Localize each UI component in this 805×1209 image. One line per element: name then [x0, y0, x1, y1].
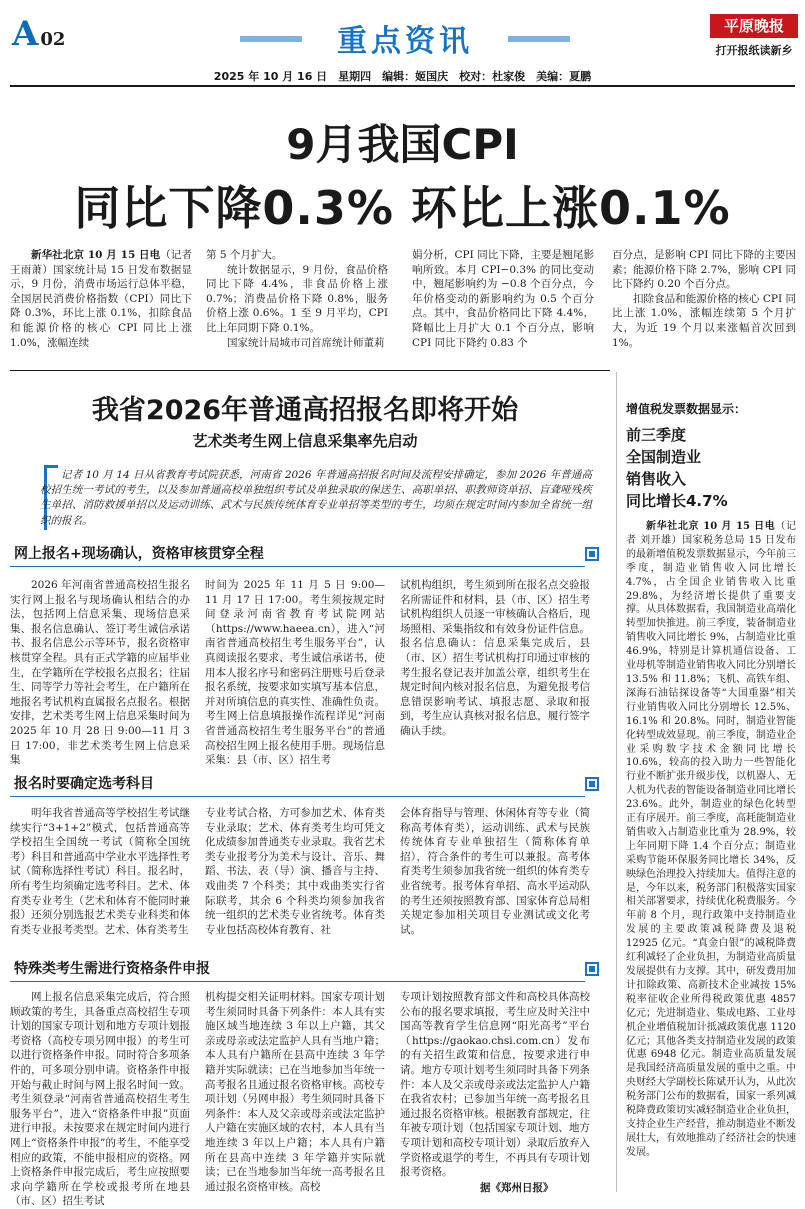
admission-lead [40, 468, 592, 529]
section3-col3-text: 专项计划按照教育部文件和高校具体高校公布的报名要求填报，考生应及时关注中国高等教育学生信息网“阳光高考”平台（https://gaokao.chsi.com.cn）发布的有关招生政策和信息，按要求进行申请。地方专项计划考生须同时具备下列条件：本人及父亲或母亲或法定监护人户籍在我省农村；已参加当年统一高考报名且通过报名资格审核。根据教育部规定，往年被专项计划（包括国家专项计划、地方专项计划和高校专项计划）录取后放弃入学资格或退学的考生，不再具有专项计划报考资格。 [400, 991, 590, 1179]
section1-col3-text: 试机构组织，考生须到所在报名点交验报名所需证件和材料，县（市、区）招生考试机构组织人员逐一审核确认合格后，现场照相、采集指纹和有效身份证件信息。报名信息确认：信息采集完成后，县（市、区）招生考试机构打印通过审核的考生报名登记表并加盖公章，组织考生在规定时间内核对报名信息，为避免报考信息错误影响考试、填报志愿、录取和报到，考生应认真核对报名信息，履行签字确认手续。 [400, 579, 590, 737]
section-heading-3-text: 特殊类考生需进行资格条件申报 [14, 961, 210, 977]
heading-rule [10, 566, 585, 567]
cpi-col2-text-1: 第 5 个月扩大。 [206, 249, 283, 261]
reporter: （记者 王雨萧） [10, 249, 192, 276]
masthead [0, 0, 805, 86]
section-band [240, 16, 570, 59]
sidebar-reporter: （记者 刘开雄） [626, 521, 796, 546]
cpi-col4-text-2: 扣除食品和能源价格的核心 CPI 同比上涨 1.0%，涨幅连续第 5 个月扩大，为近 19 个月以来涨幅首次回到 1%。 [612, 292, 796, 349]
section3-col2-text: 机构提交相关证明材料。国家专项计划考生须同时具备下列条件：本人具有实施区域当地连续 3 年以上户籍，其父亲或母亲或法定监护人具有当地户籍；本人具有户籍所在县高中连续 3 年学籍并实际就读；已在当地参加当年统一高考报名且通过报名资格审核。高校专项计划（另网申报）考生须同时具备下列条件：本人及父亲或母亲或法定监护人户籍在实施区域的农村，本人具有当地连续 3 年以上户籍；本人具有户籍所在县高中连续 3 年学籍并实际就读；已在当地参加当年统一高考报名且通过报名资格审核。高校 [205, 991, 385, 1193]
section1-col2-text: 时间为 2025 年 11 月 5 日 9:00—11 月 17 日 17:00。考生须按规定时间登录河南省教育考试院网站（https://www.haeea.cn），进入“河南省普通高校招生考生服务平台”，认真阅读报名要求、考生诚信承诺书，使用本人报名序号和密码注册账号后登录报名系统，按要求如实填写基本信息，并对所填信息的真实性、准确性负责。考生网上信息填报操作流程详见“河南省普通高校招生考生服务平台”的普通高校招生网上报名使用手册。现场信息采集：县（市、区）招生考 [205, 579, 385, 767]
admission-subheadline: 艺术类考生网上信息采集率先启动 [192, 432, 418, 450]
sidebar-headline [626, 424, 796, 512]
section1-col1-text: 2026 年河南省普通高校招生报名实行网上报名与现场确认相结合的办法，包括网上信息采集、现场信息采集、报名信息确认、签订考生诚信承诺书、报名信息公示等环节，报名资格审核贯穿全程。具有正式学籍的应届毕业生，在学籍所在学校报名点报名；往届生、同等学力等社会考生，在户籍所在地报名考试机构直属报名点报名。根据安排，艺术类考生网上信息采集时间为 2025 年 10 月 28 日 9:00—11 月 3 日 17:00，非艺术类考生网上信息采集 [10, 579, 190, 767]
section-heading-2 [10, 773, 585, 795]
cpi-column-4 [612, 248, 796, 350]
section3-column-3 [400, 990, 590, 1180]
sidebar-headline-line: 同比增长4.7% [626, 492, 728, 510]
section2-col1-text: 明年我省普通高等学校招生考试继续实行“3+1+2”模式，包括普通高等学校招生全国统一考试（简称全国统考）科目和普通高中学业水平选择性考试（简称选择性考试）科目。报名时，所有考生均须确定选考科目。艺术、体育类专业考生（艺术和体育不能同时兼报）还须分别选报艺术类专业科类和体育类专业报考类型。艺术、体育类考生 [10, 807, 190, 936]
section-heading-1-text: 网上报名+现场确认，资格审核贯穿全程 [14, 546, 264, 562]
section3-column-1 [10, 990, 190, 1209]
section2-col2-text: 专业考试合格，方可参加艺术、体育类专业录取；艺术、体育类考生均可凭文化成绩参加普通类专业录取。我省艺术类专业报考分为美术与设计、音乐、舞蹈、书法、表（导）演、播音与主持、戏曲类 7 个科类；其中戏曲类实行省际联考，其余 6 个科类均须参加我省统一组织的艺术类专业省统考。体育类专业包括高校体育教育、社 [205, 807, 385, 936]
slogan: 打开报纸读新乡 [715, 44, 793, 57]
masthead-rule [10, 85, 795, 87]
sidebar-dateline: 新华社北京 10 月 15 日电 [646, 521, 776, 532]
source-credit: 据《郑州日报》 [480, 1182, 554, 1194]
admission-lead-text: 记者 10 月 14 日从省教育考试院获悉，河南省 2026 年普通高招报名时间及流程安排确定，参加 2026 年普通高校招生统一考试的考生，以及参加普通高校单独组织考试及单独录取的保送生、高职单招、职教师资单招、盲聋哑残疾生单招、消防救援单招以及运动训练、武术与民族传统体育专业单招等类型的考生，均须在规定时间内参加全省统一组织的报名。 [40, 469, 592, 527]
section1-column-2 [205, 578, 385, 768]
heading-rule [10, 796, 585, 797]
square-icon [585, 777, 599, 791]
cpi-headline-1: 9月我国CPI [286, 120, 519, 169]
section-title: 重点资讯 [337, 24, 473, 59]
cpi-headline-2: 同比下降0.3% 环比上涨0.1% [74, 181, 731, 235]
heading-rule [10, 981, 585, 982]
story-divider [10, 370, 610, 371]
cpi-column-1 [10, 248, 192, 350]
section1-column-3 [400, 578, 590, 739]
square-icon [585, 547, 599, 561]
sidebar-text: 国家税务总局 15 日发布的最新增值税发票数据显示，今年前三季度，制造业销售收入同比增长 4.7%，占全国企业销售收入比重 29.8%，为经济增长提供了重要支撑。从具体数据看，我国制造业高端化转型加快推进。前三季度，装备制造业销售收入同比增长 9%，占制造业比重 46.9%，特别是计算机通信设备、工业母机等制造业销售收入同比分别增长 13.5% 和 11.8%；飞机、高铁车组、深海石油钻探设备等“大国重器”相关行业销售收入同比分别增长 12.5%、16.1% 和 20.8%。同时，制造业智能化转型成效显现。前三季度，制造业企业采购数字技术金额同比增长 10.6%，较高的投入助力一些智能化行业不断扩张升级步伐，以机器人、无人机为代表的智能设备制造业同比增长 23.6%。此外，制造业的绿色化转型正有序展开。前三季度，高耗能制造业销售收入占制造业比重为 28.9%，较上年同期下降 1.4 个百分点；制造业采购节能环保服务同比增长 34%，反映绿色治理投入持续加大。值得注意的是，今年以来，税务部门积极落实国家相关部署要求，持续优化税费服务。今年前 8 个月，现行政策中支持制造业发展的主要政策减税降费及退税 12925 亿元。“真金白银”的减税降费红利减轻了企业负担，为制造业高质量发展提供有力支撑。其中，研发费用加计扣除政策、高新技术企业减按 15% 税率征收企业所得税政策优惠 4857 亿元；先进制造业、集成电路、工业母机企业增值税加计抵减政策优惠 1120 亿元；其他各类支持制造业发展的政策优惠 6948 亿元。制造业高质量发展是我国经济高质量发展的重中之重。中央财经大学副校长陈斌开认为，从此次税务部门公布的数据看，国家一系列减税降费政策切实减轻制造业企业负担，支持企业生产经营，推动制造业不断发展壮大，有效地推动了经济社会的快速发展。 [626, 534, 796, 1158]
sidebar-headline-line: 全国制造业 [626, 448, 702, 466]
column-divider [616, 372, 617, 1192]
sidebar-pre-title: 增值税发票数据显示： [626, 402, 747, 416]
sidebar-headline-line: 前三季度 [626, 426, 687, 444]
band-line-left [240, 36, 302, 42]
date-editor-line: 2025 年 10 月 16 日 星期四 编辑：姬国庆 校对：杜家俊 美编：夏鹏 [213, 70, 592, 83]
cpi-col2-text-2: 统计数据显示，9 月份，食品价格同比下降 4.4%，非食品价格上涨 0.7%；消费品价格下降 0.8%，服务价格上涨 0.6%。1 至 9 月平均，CPI 比上年同期下降 0.1%。 [206, 263, 388, 334]
admission-headline: 我省2026年普通高招报名即将开始 [91, 395, 519, 426]
section3-column-2 [205, 990, 385, 1194]
section-heading-2-text: 报名时要确定选考科目 [14, 776, 154, 792]
cpi-column-2 [206, 248, 388, 350]
section-heading-3 [10, 958, 585, 980]
cpi-col4-text-1: 百分点，是影响 CPI 同比下降的主要因素；能源价格下降 2.7%，影响 CPI 同比下降约 0.20 个百分点。 [612, 249, 796, 291]
section3-col1-text: 网上报名信息采集完成后，符合照顾政策的考生，具备重点高校招生专项计划的国家专项计划和地方专项计划报考资格（高校专项另网申报）的考生可以进行资格条件申报。同时符合多项条件的，可多项分别申请。资格条件申报开始与截止时间与网上报名时间一致。考生须登录“河南省普通高校招生考生服务平台”，进入“资格条件申报”页面进行申报。未按要求在规定时间内进行网上“资格条件申报”的考生，不能享受相应的政策，不能申报相应的资格。网上资格条件申报完成后，考生应按照要求向学籍所在学校或报考所在地县（市、区）招生考试 [10, 991, 190, 1208]
band-line-right [508, 36, 570, 42]
page-number: A 02 [12, 14, 66, 54]
section2-column-2 [205, 806, 385, 937]
dateline: 新华社北京 10 月 15 日电 [31, 249, 161, 261]
section1-column-1 [10, 578, 190, 768]
sidebar-body [626, 520, 796, 1160]
section-heading-1 [10, 543, 585, 565]
cpi-column-3 [412, 248, 594, 350]
section2-column-1 [10, 806, 190, 937]
cpi-col2-text-3: 国家统计局城市司首席统计师董莉 [227, 336, 385, 349]
section2-col3-text: 会体育指导与管理、休闲体育等专业（简称高考体育类），运动训练、武术与民族传统体育专业单独招生（简称体育单招），符合条件的考生可以兼报。高考体育类考生须参加我省统一组织的体育类专业省统考。报考体育单招、高水平运动队的考生还须按照教育部、国家体育总局相关规定参加相关项目专业测试或文化考试。 [400, 807, 590, 936]
section2-column-3 [400, 806, 590, 937]
cpi-col1-text: 国家统计局 15 日发布数据显示，9 月份，消费市场运行总体平稳，全国居民消费价格指数（CPI）同比下降 0.3%，环比上涨 0.1%，扣除食品和能源价格的核心 CPI 同比上涨 1.0%，涨幅连续 [10, 263, 193, 349]
sidebar-headline-line: 销售收入 [626, 470, 687, 488]
square-icon [585, 962, 599, 976]
cpi-col3-text: 娟分析，CPI 同比下降，主要是翘尾影响所致。本月 CPI−0.3% 的同比变动中，翘尾影响约为 −0.8 个百分点，今年价格变动的新影响约为 0.5 个百分点。其中，食品价格同比下降 4.4%，降幅比上月扩大 0.1 个百分点，影响 CPI 同比下降约 0.83 个 [412, 249, 594, 349]
newspaper-logo: 平原晚报 [710, 14, 798, 38]
